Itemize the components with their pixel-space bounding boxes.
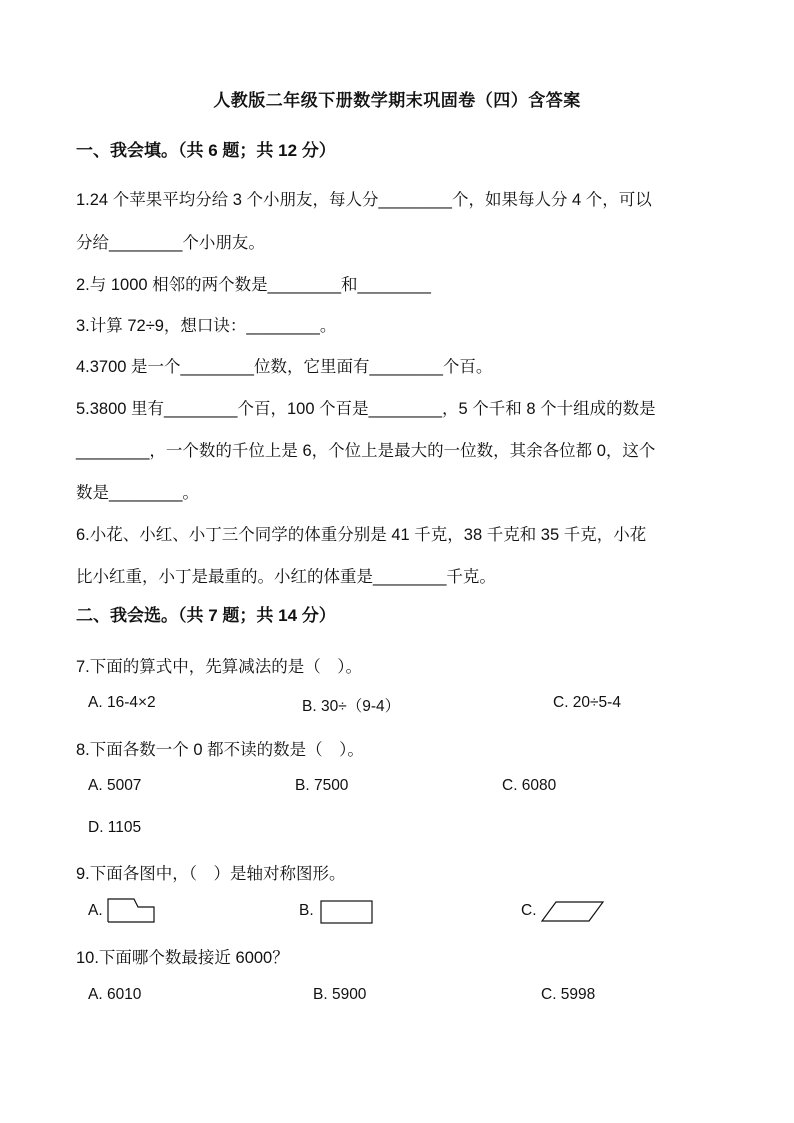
question-2: 2.与 1000 相邻的两个数是________和________ [76,276,431,294]
page-title: 人教版二年级下册数学期末巩固卷（四）含答案 [213,91,581,110]
question-4: 4.3700 是一个________位数，它里面有________个百。 [76,358,493,376]
question-8-option-a[interactable]: A. 5007 [88,777,142,794]
question-10-option-b[interactable]: B. 5900 [313,986,367,1003]
question-10: 10.下面哪个数最接近 6000？ [76,949,289,967]
question-9-option-c[interactable]: C. [521,902,537,919]
question-7-option-b[interactable]: B. 30÷（9-4） [302,698,401,715]
question-8-option-b[interactable]: B. 7500 [295,777,349,794]
notched-shape-icon [106,897,156,924]
question-7-option-a[interactable]: A. 16-4×2 [88,694,156,711]
section-heading-fill: 一、我会填。（共 6 题；共 12 分） [76,141,336,160]
question-5-line-2: ________，一个数的千位上是 6，个位上是最大的一位数，其余各位都 0，这个 [76,442,656,460]
question-6-line-1: 6.小花、小红、小丁三个同学的体重分别是 41 千克，38 千克和 35 千克，小花 [76,526,647,544]
question-9-option-a[interactable]: A. [88,902,103,919]
question-6-line-2: 比小红重，小丁是最重的。小红的体重是________千克。 [76,568,496,586]
question-10-option-c[interactable]: C. 5998 [541,986,596,1003]
question-8-option-d[interactable]: D. 1105 [88,819,142,836]
question-7: 7.下面的算式中，先算减法的是（ ）。 [76,658,363,676]
question-9-option-b[interactable]: B. [299,902,314,919]
question-10-option-a[interactable]: A. 6010 [88,986,142,1003]
parallelogram-shape-icon [540,900,606,924]
question-1-line-2: 分给________个小朋友。 [76,234,265,252]
question-3: 3.计算 72÷9，想口诀：________。 [76,317,337,335]
question-5-line-1: 5.3800 里有________个百，100 个百是________，5 个千和 8 个十组成的数是 [76,400,656,418]
question-8-option-c[interactable]: C. 6080 [502,777,557,794]
section-heading-choose: 二、我会选。（共 7 题；共 14 分） [76,606,336,625]
rectangle-shape-icon [319,899,375,926]
question-8: 8.下面各数一个 0 都不读的数是（ ）。 [76,741,364,759]
question-9: 9.下面各图中，（ ）是轴对称图形。 [76,865,346,883]
question-5-line-3: 数是________。 [76,484,199,502]
question-7-option-c[interactable]: C. 20÷5-4 [553,694,621,711]
question-1-line-1: 1.24 个苹果平均分给 3 个小朋友，每人分________个，如果每人分 4 个，可以 [76,191,652,209]
